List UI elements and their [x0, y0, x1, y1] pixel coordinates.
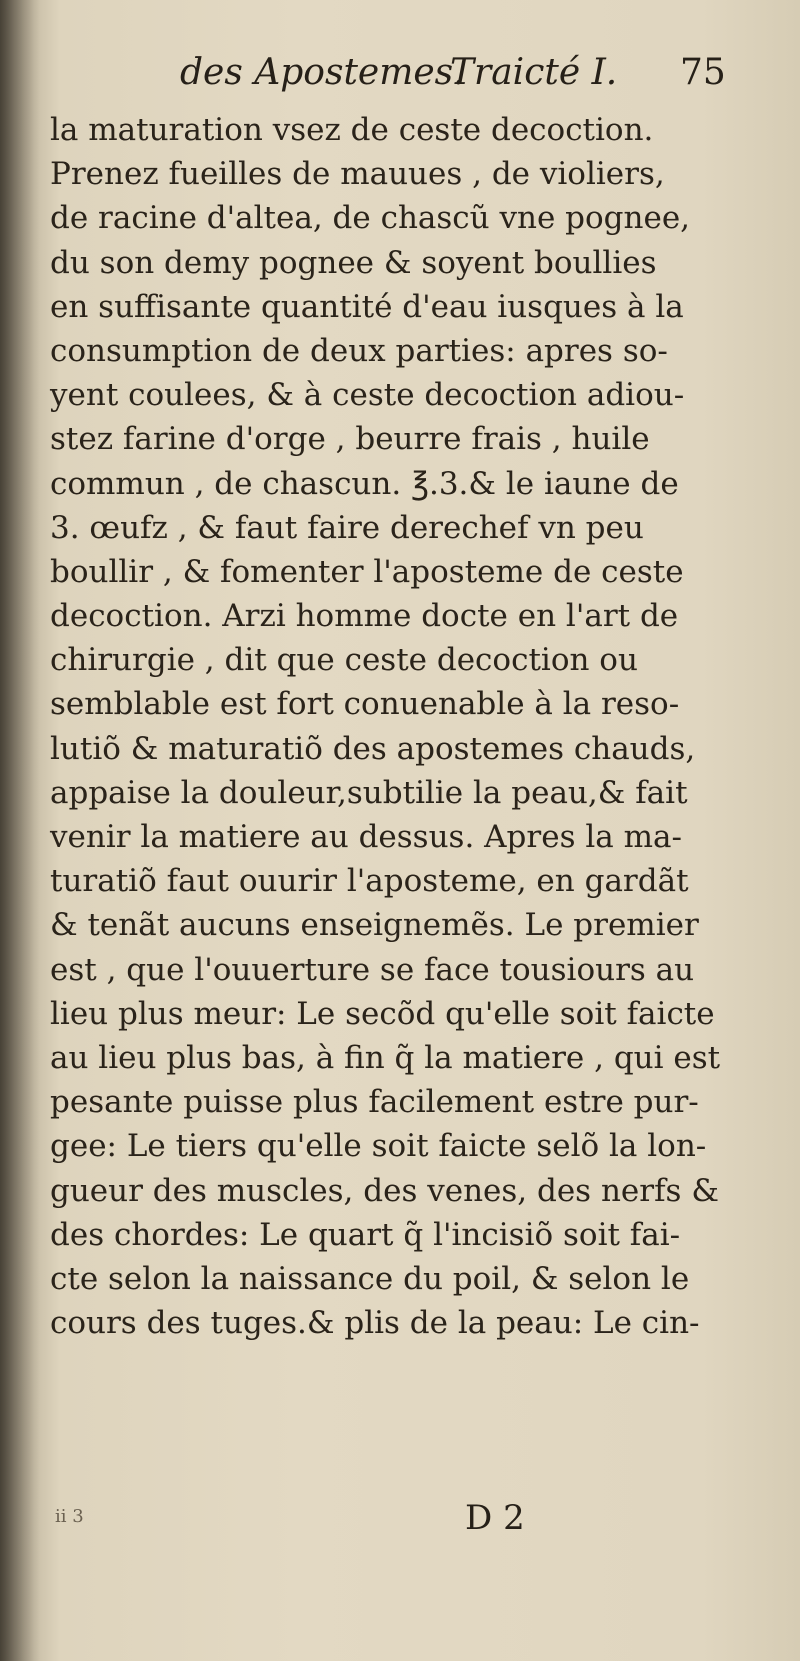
text-line: & tenãt aucuns enseignemẽs. Le premier [50, 907, 699, 944]
text-line: boullir , & fomenter l'aposteme de ceste [50, 553, 684, 590]
text-line: Prenez fueilles de mauues , de violiers, [50, 156, 665, 193]
signature-mark: D 2 [465, 1498, 525, 1538]
text-line: est , que l'ouuerture se face tousiours au [50, 951, 695, 988]
header-title: des Apostemes. [180, 52, 465, 93]
text-line: la maturation vsez de ceste decoction. [50, 112, 654, 148]
text-line: stez farine d'orge , beurre frais , huile [50, 421, 650, 458]
text-line: commun , de chascun. ℥.3.& le iaune de [50, 465, 679, 502]
page-footer [55, 1498, 655, 1548]
text-line: cours des tuges.& plis de la peau: Le cin- [50, 1305, 700, 1342]
text-line: de racine d'altea, de chascũ vne pognee, [50, 200, 691, 237]
page-text [50, 108, 750, 1345]
text-line: gueur des muscles, des venes, des nerfs & [50, 1172, 719, 1209]
running-header [180, 52, 740, 102]
text-line: chirurgie , dit que ceste decoction ou [50, 642, 638, 679]
text-line: lieu plus meur: Le secõd qu'elle soit faicte [50, 995, 715, 1032]
text-line: en suffisante quantité d'eau iusques à la [50, 288, 684, 325]
footer-mark: ii 3 [55, 1506, 84, 1527]
text-line: du son demy pognee & soyent boullies [50, 244, 657, 281]
text-line: des chordes: Le quart q̃ l'incisiõ soit fai- [50, 1216, 681, 1253]
text-line: turatiõ faut ouurir l'aposteme, en gardãt [50, 863, 689, 900]
text-line: pesante puisse plus facilement estre pur- [50, 1084, 699, 1121]
text-line: semblable est fort conuenable à la reso- [50, 686, 680, 723]
text-line: 3. œufz , & faut faire derechef vn peu [50, 509, 644, 546]
page-number: 75 [680, 52, 726, 93]
text-line: yent coulees, & à ceste decoction adiou- [50, 377, 685, 414]
text-line: decoction. Arzi homme docte en l'art de [50, 598, 679, 635]
page-gutter-shadow [0, 0, 40, 1661]
text-line: consumption de deux parties: apres so- [50, 332, 668, 369]
text-line: gee: Le tiers qu'elle soit faicte selõ la lon- [50, 1128, 707, 1165]
text-line: lutiõ & maturatiõ des apostemes chauds, [50, 730, 696, 767]
text-line: cte selon la naissance du poil, & selon le [50, 1260, 690, 1297]
text-line: appaise la douleur,subtilie la peau,& fait [50, 774, 688, 811]
text-line: au lieu plus bas, à fin q̃ la matiere , qui est [50, 1039, 721, 1076]
text-line: venir la matiere au dessus. Apres la ma- [50, 819, 682, 855]
header-treatise: Traicté I. [450, 52, 618, 93]
